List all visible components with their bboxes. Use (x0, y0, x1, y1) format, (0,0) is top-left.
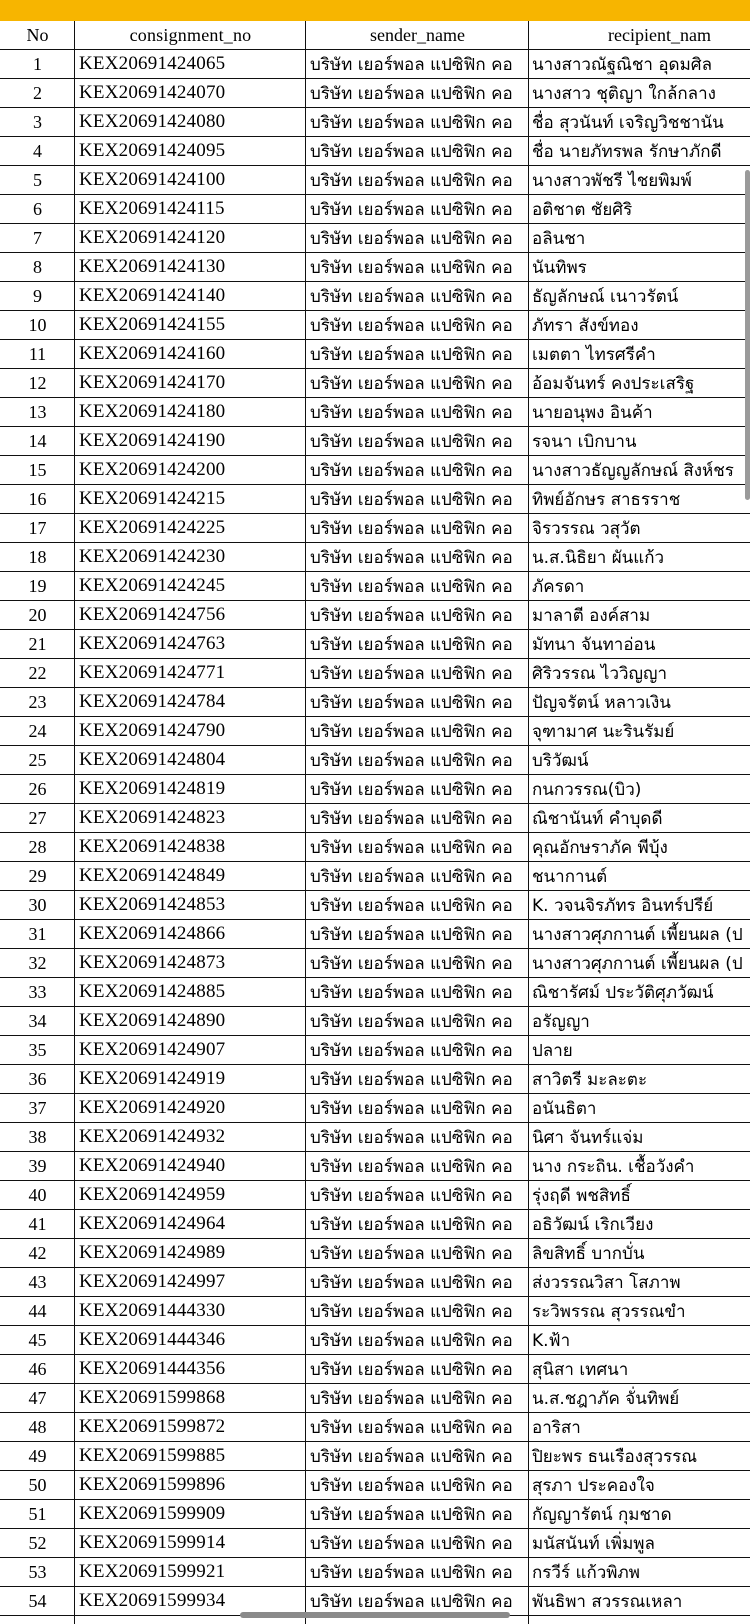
consignment-no-cell[interactable]: KEX20691424245 (79, 575, 226, 596)
sender-name-cell[interactable]: บริษัท เยอร์พอล แปซิฟิก คอ (310, 373, 513, 394)
consignment-no-cell[interactable]: KEX20691424919 (79, 1068, 226, 1089)
consignment-no-cell[interactable]: KEX20691424873 (79, 952, 226, 973)
table-row[interactable] (0, 1442, 750, 1471)
row-number-cell[interactable]: 34 (28, 1010, 47, 1031)
consignment-no-cell[interactable]: KEX20691599914 (79, 1532, 226, 1553)
table-row[interactable] (0, 1007, 750, 1036)
recipient-name-cell[interactable]: นางสาวศุภกานต์ เพี้ยนผล (ป (532, 924, 743, 945)
recipient-name-cell[interactable]: มัทนา จันทาอ่อน (532, 634, 656, 655)
table-row[interactable] (0, 659, 750, 688)
consignment-no-cell[interactable]: KEX20691599934 (79, 1590, 226, 1611)
table-row[interactable] (0, 50, 750, 79)
row-number-cell[interactable]: 22 (28, 662, 47, 683)
table-row[interactable] (0, 833, 750, 862)
recipient-name-cell[interactable]: เมตตา ไทรศรีคำ (532, 344, 656, 365)
row-number-cell[interactable]: 2 (33, 82, 42, 103)
consignment-no-cell[interactable]: KEX20691599921 (79, 1561, 226, 1582)
consignment-no-cell[interactable]: KEX20691424997 (79, 1271, 226, 1292)
table-row[interactable] (0, 369, 750, 398)
sender-name-cell[interactable]: บริษัท เยอร์พอล แปซิฟิก คอ (310, 692, 513, 713)
sender-name-cell[interactable]: บริษัท เยอร์พอล แปซิฟิก คอ (310, 431, 513, 452)
table-row[interactable] (0, 485, 750, 514)
table-row[interactable] (0, 1210, 750, 1239)
sender-name-cell[interactable]: บริษัท เยอร์พอล แปซิฟิก คอ (310, 1272, 513, 1293)
table-row[interactable] (0, 311, 750, 340)
recipient-name-cell[interactable]: ลิขสิทธิ์ บากบั่น (532, 1243, 645, 1264)
sender-name-cell[interactable]: บริษัท เยอร์พอล แปซิฟิก คอ (310, 779, 513, 800)
recipient-name-cell[interactable]: อาริสา (532, 1417, 581, 1438)
sender-name-cell[interactable]: บริษัท เยอร์พอล แปซิฟิก คอ (310, 924, 513, 945)
table-row[interactable] (0, 891, 750, 920)
row-number-cell[interactable]: 9 (33, 285, 42, 306)
row-number-cell[interactable]: 11 (28, 343, 47, 364)
sender-name-cell[interactable]: บริษัท เยอร์พอล แปซิฟิก คอ (310, 1591, 513, 1612)
recipient-name-cell[interactable]: ส่งวรรณวิสา โสภาพ (532, 1272, 681, 1293)
consignment-no-cell[interactable]: KEX20691424170 (79, 372, 226, 393)
recipient-name-cell[interactable]: พันธิพา สวรรณเหลา (532, 1591, 683, 1612)
table-row[interactable] (0, 804, 750, 833)
row-number-cell[interactable]: 26 (28, 778, 47, 799)
consignment-no-cell[interactable]: KEX20691424756 (79, 604, 226, 625)
recipient-name-cell[interactable]: กนกวรรณ(บิว) (532, 779, 642, 800)
sender-name-cell[interactable]: บริษัท เยอร์พอล แปซิฟิก คอ (310, 286, 513, 307)
consignment-no-cell[interactable]: KEX20691424230 (79, 546, 226, 567)
sender-name-cell[interactable]: บริษัท เยอร์พอล แปซิฟิก คอ (310, 605, 513, 626)
sender-name-cell[interactable]: บริษัท เยอร์พอล แปซิฟิก คอ (310, 982, 513, 1003)
consignment-no-cell[interactable]: KEX20691424130 (79, 256, 226, 277)
recipient-name-cell[interactable]: ภัทรา สังข์ทอง (532, 315, 639, 336)
consignment-no-cell[interactable]: KEX20691444356 (79, 1358, 226, 1379)
sender-name-cell[interactable]: บริษัท เยอร์พอล แปซิฟิก คอ (310, 1359, 513, 1380)
consignment-no-cell[interactable]: KEX20691424907 (79, 1039, 226, 1060)
sender-name-cell[interactable]: บริษัท เยอร์พอล แปซิฟิก คอ (310, 953, 513, 974)
column-divider (74, 21, 75, 1624)
row-number-cell[interactable]: 41 (28, 1213, 47, 1234)
table-row[interactable] (0, 195, 750, 224)
recipient-name-cell[interactable]: อรัญญา (532, 1011, 590, 1032)
table-row[interactable] (0, 1065, 750, 1094)
recipient-name-cell[interactable]: นางสาว ชุติญา ใกล้กลาง (532, 83, 716, 104)
consignment-no-cell[interactable]: KEX20691599896 (79, 1474, 226, 1495)
row-number-cell[interactable]: 50 (28, 1474, 47, 1495)
row-number-cell[interactable]: 13 (28, 401, 47, 422)
recipient-name-cell[interactable]: จิรวรรณ วสุวัต (532, 518, 641, 539)
consignment-no-cell[interactable]: KEX20691424155 (79, 314, 226, 335)
table-row[interactable] (0, 601, 750, 630)
row-number-cell[interactable]: 24 (28, 720, 47, 741)
sender-name-cell[interactable]: บริษัท เยอร์พอล แปซิฟิก คอ (310, 1417, 513, 1438)
row-number-cell[interactable]: 25 (28, 749, 47, 770)
consignment-no-cell[interactable]: KEX20691599872 (79, 1416, 226, 1437)
table-row[interactable] (0, 688, 750, 717)
recipient-name-cell[interactable]: นางสาวศุภกานต์ เพี้ยนผล (ป (532, 953, 743, 974)
table-row[interactable] (0, 1413, 750, 1442)
table-row[interactable] (0, 456, 750, 485)
recipient-name-cell[interactable]: ชื่อ นายภัทรพล รักษาภักดี (532, 141, 722, 162)
table-row[interactable] (0, 1558, 750, 1587)
table-row[interactable] (0, 1500, 750, 1529)
sender-name-cell[interactable]: บริษัท เยอร์พอล แปซิฟิก คอ (310, 1533, 513, 1554)
recipient-name-cell[interactable]: นันทิพร (532, 257, 587, 278)
recipient-name-cell[interactable]: นายอนุพง อินค้า (532, 402, 653, 423)
table-row[interactable] (0, 224, 750, 253)
recipient-name-cell[interactable]: นางสาวพัชรี ไชยพิมพ์ (532, 170, 692, 191)
recipient-name-cell[interactable]: มาลาตี องค์สาม (532, 605, 651, 626)
header-recipient-name[interactable]: recipient_nam (608, 24, 711, 45)
consignment-no-cell[interactable]: KEX20691424160 (79, 343, 226, 364)
consignment-no-cell[interactable]: KEX20691424849 (79, 865, 226, 886)
table-row[interactable] (0, 1123, 750, 1152)
row-number-cell[interactable]: 17 (28, 517, 47, 538)
sender-name-cell[interactable]: บริษัท เยอร์พอล แปซิฟิก คอ (310, 199, 513, 220)
consignment-no-cell[interactable]: KEX20691424940 (79, 1155, 226, 1176)
table-row[interactable] (0, 746, 750, 775)
sender-name-cell[interactable]: บริษัท เยอร์พอล แปซิฟิก คอ (310, 1475, 513, 1496)
consignment-no-cell[interactable]: KEX20691424819 (79, 778, 226, 799)
sender-name-cell[interactable]: บริษัท เยอร์พอล แปซิฟิก คอ (310, 576, 513, 597)
recipient-name-cell[interactable]: สุนิสา เทศนา (532, 1359, 629, 1380)
sender-name-cell[interactable]: บริษัท เยอร์พอล แปซิฟิก คอ (310, 1214, 513, 1235)
table-row[interactable] (0, 572, 750, 601)
consignment-no-cell[interactable]: KEX20691599885 (79, 1445, 226, 1466)
top-status-bar (0, 0, 750, 21)
row-number-cell[interactable]: 45 (28, 1329, 47, 1350)
sender-name-cell[interactable]: บริษัท เยอร์พอล แปซิฟิก คอ (310, 895, 513, 916)
sender-name-cell[interactable]: บริษัท เยอร์พอล แปซิฟิก คอ (310, 1156, 513, 1177)
row-number-cell[interactable]: 3 (33, 111, 42, 132)
table-row[interactable] (0, 949, 750, 978)
consignment-no-cell[interactable]: KEX20691424180 (79, 401, 226, 422)
table-row[interactable] (0, 920, 750, 949)
sender-name-cell[interactable]: บริษัท เยอร์พอล แปซิฟิก คอ (310, 1098, 513, 1119)
sender-name-cell[interactable]: บริษัท เยอร์พอล แปซิฟิก คอ (310, 1388, 513, 1409)
consignment-no-cell[interactable]: KEX20691424140 (79, 285, 226, 306)
header-sender-name[interactable]: sender_name (370, 24, 465, 45)
row-number-cell[interactable]: 30 (28, 894, 47, 915)
sender-name-cell[interactable]: บริษัท เยอร์พอล แปซิฟิก คอ (310, 1330, 513, 1351)
consignment-no-cell[interactable]: KEX20691424920 (79, 1097, 226, 1118)
recipient-name-cell[interactable]: ณิชารัศม์ ประวัติศุภวัฒน์ (532, 982, 714, 1003)
recipient-name-cell[interactable]: รจนา เบิกบาน (532, 431, 637, 452)
consignment-no-cell[interactable]: KEX20691424190 (79, 430, 226, 451)
row-number-cell[interactable]: 18 (28, 546, 47, 567)
consignment-no-cell[interactable]: KEX20691444330 (79, 1300, 226, 1321)
row-number-cell[interactable]: 8 (33, 256, 42, 277)
table-row[interactable] (0, 862, 750, 891)
consignment-no-cell[interactable]: KEX20691424120 (79, 227, 226, 248)
consignment-no-cell[interactable]: KEX20691424215 (79, 488, 226, 509)
sender-name-cell[interactable]: บริษัท เยอร์พอล แปซิฟิก คอ (310, 112, 513, 133)
row-number-cell[interactable]: 39 (28, 1155, 47, 1176)
consignment-no-cell[interactable]: KEX20691424080 (79, 111, 226, 132)
row-number-cell[interactable]: 49 (28, 1445, 47, 1466)
recipient-name-cell[interactable]: ระวิพรรณ สุวรรณขำ (532, 1301, 686, 1322)
sender-name-cell[interactable]: บริษัท เยอร์พอล แปซิฟิก คอ (310, 228, 513, 249)
row-number-cell[interactable]: 32 (28, 952, 47, 973)
sender-name-cell[interactable]: บริษัท เยอร์พอล แปซิฟิก คอ (310, 54, 513, 75)
sender-name-cell[interactable]: บริษัท เยอร์พอล แปซิฟิก คอ (310, 315, 513, 336)
recipient-name-cell[interactable]: ภัครดา (532, 576, 585, 597)
sender-name-cell[interactable]: บริษัท เยอร์พอล แปซิฟิก คอ (310, 721, 513, 742)
recipient-name-cell[interactable]: ปัญจรัตน์ หลาวเงิน (532, 692, 671, 713)
sender-name-cell[interactable]: บริษัท เยอร์พอล แปซิฟิก คอ (310, 1243, 513, 1264)
recipient-name-cell[interactable]: สุรภา ประคองใจ (532, 1475, 655, 1496)
table-row[interactable] (0, 1094, 750, 1123)
consignment-no-cell[interactable]: KEX20691424804 (79, 749, 226, 770)
consignment-no-cell[interactable]: KEX20691424838 (79, 836, 226, 857)
row-number-cell[interactable]: 28 (28, 836, 47, 857)
sender-name-cell[interactable]: บริษัท เยอร์พอล แปซิฟิก คอ (310, 634, 513, 655)
table-row[interactable] (0, 630, 750, 659)
table-row[interactable] (0, 166, 750, 195)
sender-name-cell[interactable]: บริษัท เยอร์พอล แปซิฟิก คอ (310, 547, 513, 568)
consignment-no-cell[interactable]: KEX20691424853 (79, 894, 226, 915)
row-number-cell[interactable]: 48 (28, 1416, 47, 1437)
recipient-name-cell[interactable]: จุฑามาศ นะรินรัมย์ (532, 721, 675, 742)
row-number-cell[interactable]: 27 (28, 807, 47, 828)
recipient-name-cell[interactable]: ทิพย์อักษร สาธรราช (532, 489, 681, 510)
table-row[interactable] (0, 282, 750, 311)
row-number-cell[interactable]: 47 (28, 1387, 47, 1408)
row-number-cell[interactable]: 29 (28, 865, 47, 886)
row-number-cell[interactable]: 37 (28, 1097, 47, 1118)
home-indicator[interactable] (240, 1612, 510, 1618)
sender-name-cell[interactable]: บริษัท เยอร์พอล แปซิฟิก คอ (310, 808, 513, 829)
consignment-no-cell[interactable]: KEX20691424823 (79, 807, 226, 828)
table-row[interactable] (0, 1268, 750, 1297)
recipient-name-cell[interactable]: รุ่งฤดี พชสิทธิ์ (532, 1185, 631, 1206)
consignment-no-cell[interactable]: KEX20691424200 (79, 459, 226, 480)
consignment-no-cell[interactable]: KEX20691424065 (79, 53, 226, 74)
consignment-no-cell[interactable]: KEX20691424989 (79, 1242, 226, 1263)
row-number-cell[interactable]: 23 (28, 691, 47, 712)
sender-name-cell[interactable]: บริษัท เยอร์พอล แปซิฟิก คอ (310, 257, 513, 278)
consignment-no-cell[interactable]: KEX20691424784 (79, 691, 226, 712)
column-divider (528, 21, 529, 1624)
sender-name-cell[interactable]: บริษัท เยอร์พอล แปซิฟิก คอ (310, 1011, 513, 1032)
recipient-name-cell[interactable]: สาวิตรี มะละตะ (532, 1069, 648, 1090)
consignment-no-cell[interactable]: KEX20691424095 (79, 140, 226, 161)
consignment-no-cell[interactable]: KEX20691424790 (79, 720, 226, 741)
table-row[interactable] (0, 79, 750, 108)
recipient-name-cell[interactable]: นาง กระถิน. เชื้อวังคำ (532, 1156, 695, 1177)
consignment-no-cell[interactable]: KEX20691424225 (79, 517, 226, 538)
table-row[interactable] (0, 1384, 750, 1413)
sender-name-cell[interactable]: บริษัท เยอร์พอล แปซิฟิก คอ (310, 489, 513, 510)
recipient-name-cell[interactable]: กัญญารัตน์ กุมชาด (532, 1504, 672, 1525)
recipient-name-cell[interactable]: ศิริวรรณ ไววิญญา (532, 663, 668, 684)
table-row[interactable] (0, 340, 750, 369)
row-number-cell[interactable]: 15 (28, 459, 47, 480)
consignment-no-cell[interactable]: KEX20691424115 (79, 198, 225, 219)
table-row[interactable] (0, 398, 750, 427)
header-consignment-no[interactable]: consignment_no (129, 24, 252, 45)
table-row[interactable] (0, 978, 750, 1007)
recipient-name-cell[interactable]: นางสาวณัฐณิชา อุดมศิล (532, 54, 713, 75)
recipient-name-cell[interactable]: อ้อมจันทร์ คงประเสริฐ (532, 373, 695, 394)
sender-name-cell[interactable]: บริษัท เยอร์พอล แปซิฟิก คอ (310, 837, 513, 858)
consignment-no-cell[interactable]: KEX20691424885 (79, 981, 226, 1002)
sender-name-cell[interactable]: บริษัท เยอร์พอล แปซิฟิก คอ (310, 750, 513, 771)
sender-name-cell[interactable]: บริษัท เยอร์พอล แปซิฟิก คอ (310, 1040, 513, 1061)
consignment-no-cell[interactable]: KEX20691424771 (79, 662, 226, 683)
row-number-cell[interactable]: 14 (28, 430, 47, 451)
consignment-no-cell[interactable]: KEX20691424070 (79, 82, 226, 103)
row-number-cell[interactable]: 38 (28, 1126, 47, 1147)
row-number-cell[interactable]: 1 (33, 53, 42, 74)
table-row[interactable] (0, 1355, 750, 1384)
table-row[interactable] (0, 514, 750, 543)
sender-name-cell[interactable]: บริษัท เยอร์พอล แปซิฟิก คอ (310, 141, 513, 162)
consignment-no-cell[interactable]: KEX20691424866 (79, 923, 226, 944)
sender-name-cell[interactable]: บริษัท เยอร์พอล แปซิฟิก คอ (310, 402, 513, 423)
row-number-cell[interactable]: 7 (33, 227, 42, 248)
sender-name-cell[interactable]: บริษัท เยอร์พอล แปซิฟิก คอ (310, 170, 513, 191)
row-number-cell[interactable]: 12 (28, 372, 47, 393)
sender-name-cell[interactable]: บริษัท เยอร์พอล แปซิฟิก คอ (310, 1301, 513, 1322)
row-number-cell[interactable]: 20 (28, 604, 47, 625)
recipient-name-cell[interactable]: ธัญลักษณ์ เนาวรัตน์ (532, 286, 679, 307)
row-number-cell[interactable]: 5 (33, 169, 42, 190)
table-row[interactable] (0, 1297, 750, 1326)
sender-name-cell[interactable]: บริษัท เยอร์พอล แปซิฟิก คอ (310, 344, 513, 365)
consignment-no-cell[interactable]: KEX20691424932 (79, 1126, 226, 1147)
table-row[interactable] (0, 543, 750, 572)
row-number-cell[interactable]: 21 (28, 633, 47, 654)
recipient-name-cell[interactable]: ปลาย (532, 1040, 573, 1061)
consignment-no-cell[interactable]: KEX20691444346 (79, 1329, 226, 1350)
row-number-cell[interactable]: 51 (28, 1503, 47, 1524)
sender-name-cell[interactable]: บริษัท เยอร์พอล แปซิฟิก คอ (310, 83, 513, 104)
sender-name-cell[interactable]: บริษัท เยอร์พอล แปซิฟิก คอ (310, 1127, 513, 1148)
row-number-cell[interactable]: 33 (28, 981, 47, 1002)
recipient-name-cell[interactable]: นิศา จันทร์แจ่ม (532, 1127, 644, 1148)
row-number-cell[interactable]: 35 (28, 1039, 47, 1060)
recipient-name-cell[interactable]: อนันธิตา (532, 1098, 597, 1119)
table-row[interactable] (0, 1471, 750, 1500)
row-number-cell[interactable]: 53 (28, 1561, 47, 1582)
vertical-scrollbar[interactable] (745, 170, 750, 500)
row-number-cell[interactable]: 19 (28, 575, 47, 596)
recipient-name-cell[interactable]: ปิยะพร ธนเรืองสุวรรณ (532, 1446, 698, 1467)
table-row[interactable] (0, 137, 750, 166)
row-number-cell[interactable]: 6 (33, 198, 42, 219)
table-row[interactable] (0, 1239, 750, 1268)
recipient-name-cell[interactable]: มนัสนันท์ เพิ่มพูล (532, 1533, 655, 1554)
sender-name-cell[interactable]: บริษัท เยอร์พอล แปซิฟิก คอ (310, 1504, 513, 1525)
table-row[interactable] (0, 717, 750, 746)
row-number-cell[interactable]: 36 (28, 1068, 47, 1089)
consignment-no-cell[interactable]: KEX20691424100 (79, 169, 226, 190)
sender-name-cell[interactable]: บริษัท เยอร์พอล แปซิฟิก คอ (310, 1185, 513, 1206)
recipient-name-cell[interactable]: นางสาวธัญญลักษณ์ สิงห์ชร (532, 460, 734, 481)
consignment-no-cell[interactable]: KEX20691599909 (79, 1503, 226, 1524)
consignment-no-cell[interactable]: KEX20691424763 (79, 633, 226, 654)
recipient-name-cell[interactable]: คุณอักษราภัค พีบุ้ง (532, 837, 668, 858)
consignment-no-cell[interactable]: KEX20691424890 (79, 1010, 226, 1031)
header-no[interactable]: No (26, 24, 49, 45)
table-row[interactable] (0, 1529, 750, 1558)
table-row[interactable] (0, 1181, 750, 1210)
recipient-name-cell[interactable]: น.ส.ชฎาภัค จั่นทิพย์ (532, 1388, 680, 1409)
recipient-name-cell[interactable]: อธิวัฒน์ เริกเวียง (532, 1214, 654, 1235)
row-number-cell[interactable]: 54 (28, 1590, 47, 1611)
table-row[interactable] (0, 253, 750, 282)
row-number-cell[interactable]: 10 (28, 314, 47, 335)
consignment-no-cell[interactable]: KEX20691424959 (79, 1184, 226, 1205)
table-row[interactable] (0, 1326, 750, 1355)
sender-name-cell[interactable]: บริษัท เยอร์พอล แปซิฟิก คอ (310, 663, 513, 684)
recipient-name-cell[interactable]: อติชาต ชัยศิริ (532, 199, 633, 220)
row-number-cell[interactable]: 16 (28, 488, 47, 509)
sender-name-cell[interactable]: บริษัท เยอร์พอล แปซิฟิก คอ (310, 460, 513, 481)
table-row[interactable] (0, 1036, 750, 1065)
recipient-name-cell[interactable]: ณิชานันท์ คำบุดดี (532, 808, 663, 829)
spreadsheet-table[interactable] (0, 21, 750, 1624)
sender-name-cell[interactable]: บริษัท เยอร์พอล แปซิฟิก คอ (310, 866, 513, 887)
sender-name-cell[interactable]: บริษัท เยอร์พอล แปซิฟิก คอ (310, 1069, 513, 1090)
consignment-no-cell[interactable]: KEX20691599868 (79, 1387, 226, 1408)
table-row[interactable] (0, 1152, 750, 1181)
recipient-name-cell[interactable]: K.ฟ้า (532, 1330, 571, 1351)
row-number-cell[interactable]: 44 (28, 1300, 47, 1321)
row-number-cell[interactable]: 43 (28, 1271, 47, 1292)
sender-name-cell[interactable]: บริษัท เยอร์พอล แปซิฟิก คอ (310, 1562, 513, 1583)
row-number-cell[interactable]: 31 (28, 923, 47, 944)
recipient-name-cell[interactable]: น.ส.นิธิยา ผันแก้ว (532, 547, 665, 568)
table-row[interactable] (0, 108, 750, 137)
recipient-name-cell[interactable]: ชื่อ สุวนันท์ เจริญวิชชานัน (532, 112, 724, 133)
recipient-name-cell[interactable]: กรวีร์ แก้วพิภพ (532, 1562, 640, 1583)
consignment-no-cell[interactable]: KEX20691424964 (79, 1213, 226, 1234)
sender-name-cell[interactable]: บริษัท เยอร์พอล แปซิฟิก คอ (310, 1446, 513, 1467)
recipient-name-cell[interactable]: K. วจนจิรภัทร อินทร์ปรีย์ (532, 895, 714, 916)
row-number-cell[interactable]: 4 (33, 140, 42, 161)
table-row[interactable] (0, 427, 750, 456)
sender-name-cell[interactable]: บริษัท เยอร์พอล แปซิฟิก คอ (310, 518, 513, 539)
row-number-cell[interactable]: 52 (28, 1532, 47, 1553)
table-row[interactable] (0, 775, 750, 804)
table-header-row (0, 21, 750, 50)
recipient-name-cell[interactable]: ชนากานต์ (532, 866, 608, 887)
recipient-name-cell[interactable]: อลินชา (532, 228, 586, 249)
column-divider (305, 21, 306, 1624)
row-number-cell[interactable]: 42 (28, 1242, 47, 1263)
recipient-name-cell[interactable]: บริวัฒน์ (532, 750, 589, 771)
row-number-cell[interactable]: 46 (28, 1358, 47, 1379)
row-number-cell[interactable]: 40 (28, 1184, 47, 1205)
